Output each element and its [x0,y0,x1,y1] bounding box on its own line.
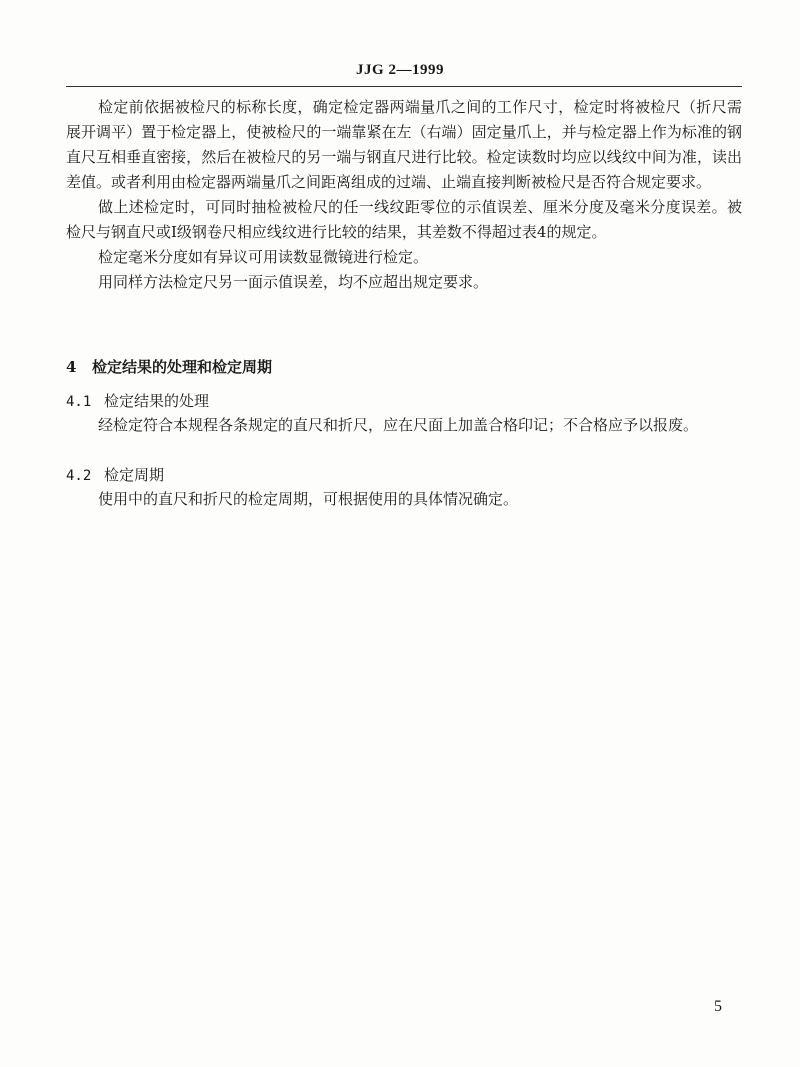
section-title: 检定结果的处理和检定周期 [92,358,273,376]
paragraph: 用同样方法检定尺另一面示值误差，均不应超出规定要求。 [98,273,489,291]
section-number: 4 [66,358,77,376]
document-code-header: JJG 2—1999 [356,62,444,78]
subsection-body-4-1 [66,413,742,438]
paragraph: 做上述检定时，可同时抽检被检尺的任一线纹距零位的示值误差、厘米分度及毫米分度误差。被检尺与钢直尺或Ⅰ级钢卷尺相应线纹进行比较的结果，其差数不得超过表4的规定。 [66,198,742,241]
subsection-number: 4.1 [66,394,92,410]
header-rule [66,86,742,87]
subsection-heading-4-2 [66,464,164,485]
paragraph: 检定前依据被检尺的标称长度，确定检定器两端量爪之间的工作尺寸，检定时将被检尺（折尺需展开调平）置于检定器上，使被检尺的一端靠紧在左（右端）固定量爪上，并与检定器上作为标准的钢直尺互相垂直密接，然后在被检尺的另一端与钢直尺进行比较。检定读数时均应以线纹中间为准，读出差值。或者利用由检定器两端量爪之间距离组成的过端、止端直接判断被检尺是否符合规定要求。 [66,98,742,191]
subsection-title: 检定结果的处理 [104,392,210,410]
subsection-title: 检定周期 [104,466,165,484]
subsection-heading-4-1 [66,390,209,411]
paragraph: 经检定符合本规程各条规定的直尺和折尺，应在尺面上加盖合格印记；不合格应予以报废。 [98,416,699,434]
page-number: 5 [714,998,722,1015]
body-paragraphs-top [66,95,742,295]
subsection-number: 4.2 [66,468,92,484]
paragraph: 检定毫米分度如有异议可用读数显微镜进行检定。 [98,248,429,266]
section-heading-4 [66,356,272,377]
subsection-body-4-2 [66,487,742,512]
paragraph: 使用中的直尺和折尺的检定周期，可根据使用的具体情况确定。 [98,490,519,508]
